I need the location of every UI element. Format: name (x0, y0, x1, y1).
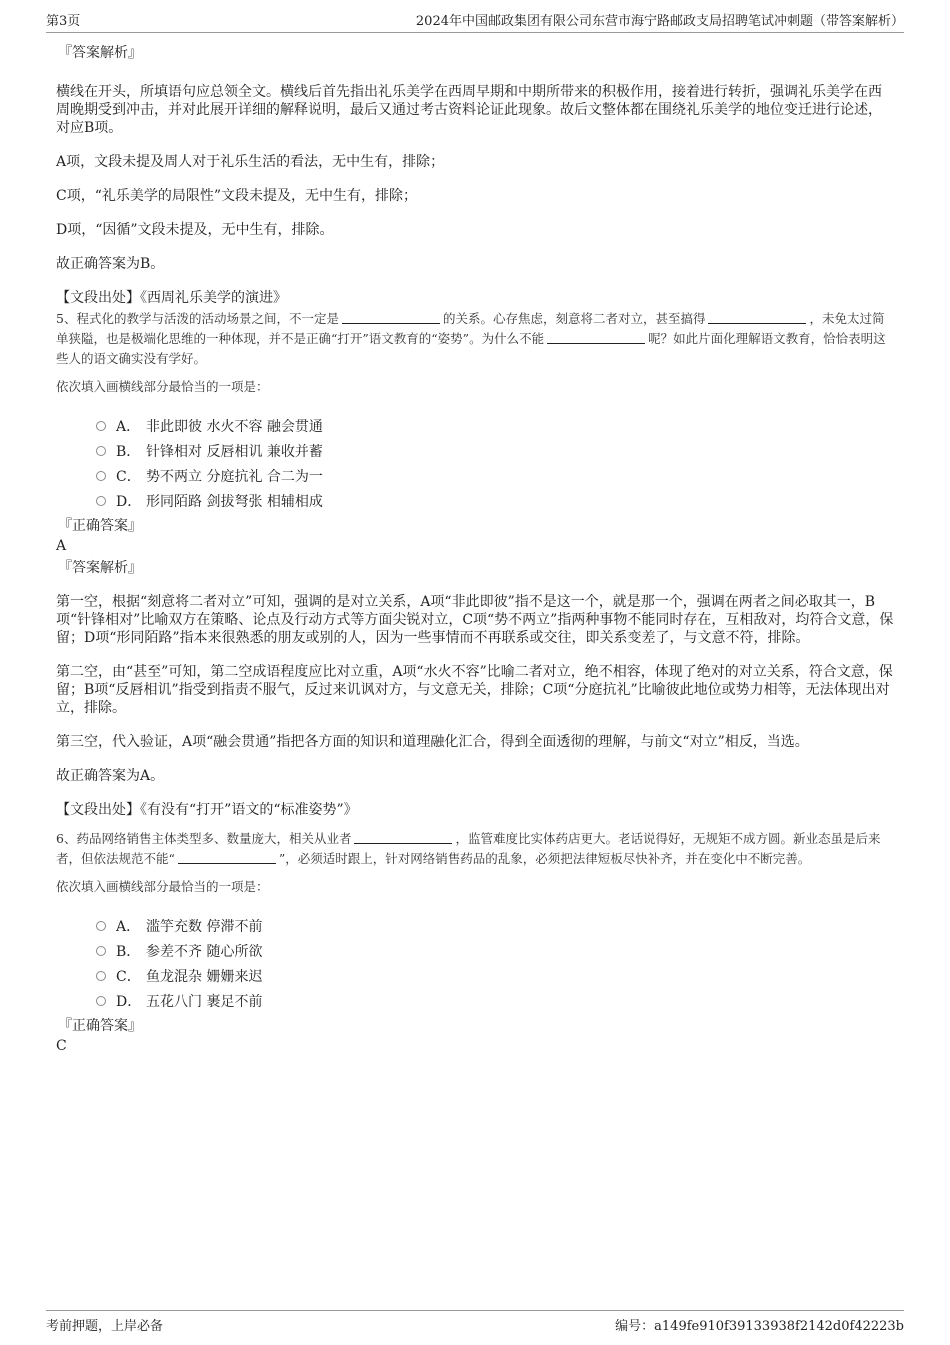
question-prompt: 依次填入画横线部分最恰当的一项是： (56, 379, 269, 394)
explain-paragraph: 横线在开头，所填语句应总领全文。横线后首先指出礼乐美学在西周早期和中期所带来的积极作用，接着进行转折，强调礼乐美学在西周晚期受到冲击，并对此展开详细的解释说明，最后又通过考古资料论证此现象。故后文整体都在围绕礼乐美学的地位变迁进行论述，对应B项。 (56, 84, 882, 136)
question-5-options (56, 413, 894, 513)
question-prompt: 依次填入画横线部分最恰当的一项是： (56, 879, 269, 894)
answer-heading: 『正确答案』 (58, 518, 142, 534)
radio-icon[interactable] (96, 971, 106, 981)
page-number: 第3页 (46, 14, 81, 29)
option-d[interactable]: D． 形同陌路 剑拔弩张 相辅相成 (96, 488, 894, 513)
question-6-stem: 6、药品网络销售主体类型多、数量庞大，相关从业者 ，监管难度比实体药店更大。老话说得好，无规矩不成方圆。新业态虽是后来者，但依法规范不能“ ”，必须适时跟上，针对网络销售药品的乱象，必须把法律短板尽快补齐，并在变化中不断完善。 (56, 831, 881, 866)
option-c[interactable]: C． 势不两立 分庭抗礼 合二为一 (96, 463, 894, 488)
answer-heading: 『正确答案』 (58, 1018, 142, 1034)
option-b[interactable]: B． 参差不齐 随心所欲 (96, 938, 894, 963)
blank-line (547, 331, 645, 344)
question-5-stem: 5、程式化的教学与活泼的活动场景之间，不一定是 的关系。心存焦虑，刻意将二者对立，甚至搞得 ，未免太过简单狭隘，也是极端化思维的一种体现，并不是正确“打开”语文教育的“姿势”。为什么不能 呢？如此片面化理解语文教育，恰恰表明这些人的语文确实没有学好。 (56, 311, 886, 366)
source-citation: 【文段出处】《有没有“打开”语文的“标准姿势”》 (56, 802, 358, 818)
blank-line (178, 851, 276, 864)
explain-paragraph: 故正确答案为B。 (56, 256, 165, 272)
radio-icon[interactable] (96, 471, 106, 481)
page-footer (46, 1310, 904, 1334)
explain-paragraph: D项，“因循”文段未提及，无中生有，排除。 (56, 222, 334, 238)
explain-heading: 『答案解析』 (58, 560, 142, 576)
explain-paragraph: C项，“礼乐美学的局限性”文段未提及，无中生有，排除； (56, 188, 418, 204)
blank-line (354, 831, 452, 844)
explain-paragraph: 故正确答案为A。 (56, 768, 165, 784)
explain-paragraph: 第二空，由“甚至”可知，第二空成语程度应比对立重，A项“水火不容”比喻二者对立，绝不相容，体现了绝对的对立关系，符合文意，保留；B项“反唇相讥”指受到指责不服气，反过来讥讽对方，与文意无关，排除；C项“分庭抗礼”比喻彼此地位或势力相等，无法体现出对立，排除。 (56, 664, 893, 716)
radio-icon[interactable] (96, 946, 106, 956)
answer-value: A (56, 538, 67, 554)
option-a[interactable]: A． 非此即彼 水火不容 融会贯通 (96, 413, 894, 438)
option-a[interactable]: A． 滥竽充数 停滞不前 (96, 913, 894, 938)
explain-paragraph: A项，文段未提及周人对于礼乐生活的看法，无中生有，排除； (56, 154, 445, 170)
footer-slogan: 考前押题，上岸必备 (46, 1319, 164, 1334)
blank-line (342, 311, 440, 324)
option-d[interactable]: D． 五花八门 裹足不前 (96, 988, 894, 1013)
blank-line (708, 311, 806, 324)
page-content (56, 44, 894, 1055)
radio-icon[interactable] (96, 921, 106, 931)
radio-icon[interactable] (96, 446, 106, 456)
question-6-options (56, 913, 894, 1013)
explain-paragraph: 第一空，根据“刻意将二者对立”可知，强调的是对立关系，A项“非此即彼”指不是这一个，就是那一个，强调在两者之间必取其一，B项“针锋相对”比喻双方在策略、论点及行动方式等方面尖锐对立，C项“势不两立”指两种事物不能同时存在，互相敌对，均符合文意，保留；D项“形同陌路”指本来很熟悉的朋友或别的人，因为一些事情而不再联系或交往，即关系变差了，与文意不符，排除。 (56, 594, 894, 646)
radio-icon[interactable] (96, 496, 106, 506)
radio-icon[interactable] (96, 421, 106, 431)
radio-icon[interactable] (96, 996, 106, 1006)
option-c[interactable]: C． 鱼龙混杂 姗姗来迟 (96, 963, 894, 988)
source-citation: 【文段出处】《西周礼乐美学的演进》 (56, 290, 287, 306)
explain-paragraph: 第三空，代入验证，A项“融会贯通”指把各方面的知识和道理融化汇合，得到全面透彻的理解，与前文“对立”相反，当选。 (56, 734, 809, 750)
option-b[interactable]: B． 针锋相对 反唇相讥 兼收并蓄 (96, 438, 894, 463)
document-code: 编号：a149fe910f39133938f2142d0f42223b (615, 1319, 904, 1334)
explain-heading: 『答案解析』 (58, 45, 142, 61)
answer-value: C (56, 1038, 67, 1054)
page-header (46, 12, 904, 33)
document-title: 2024年中国邮政集团有限公司东营市海宁路邮政支局招聘笔试冲刺题（带答案解析） (415, 14, 904, 29)
